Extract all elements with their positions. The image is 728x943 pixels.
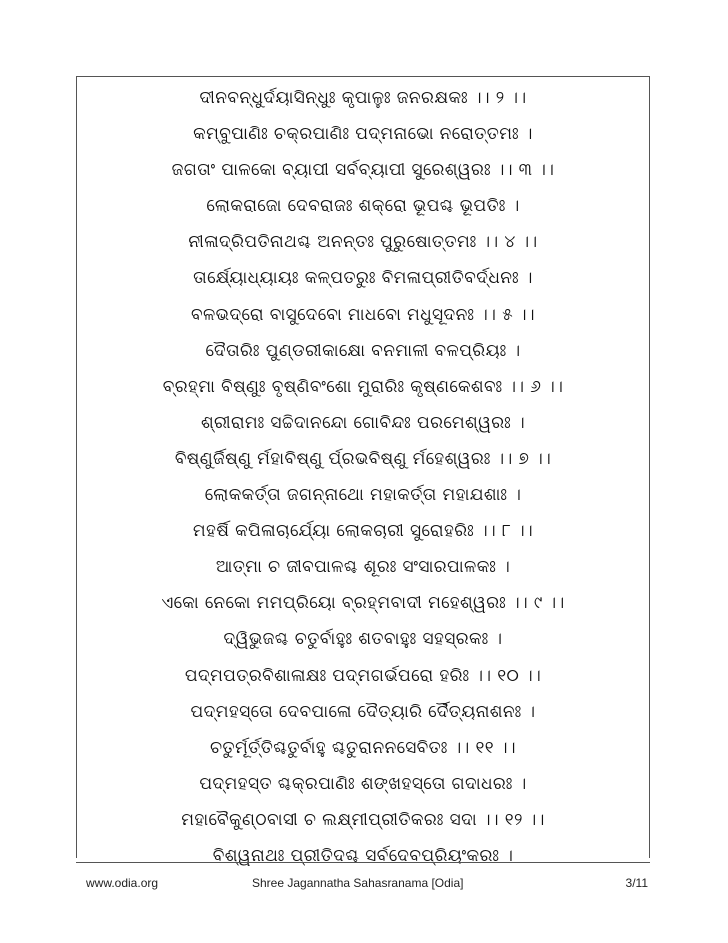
footer-site-link[interactable]: www.odia.org: [86, 876, 159, 890]
footer-divider: [76, 862, 650, 863]
verse-line: ପଦ୍ମପତ୍ରବିଶାଳାକ୍ଷଃ ପଦ୍ମଗର୍ଭପରୋ ହରିଃ ।। ୧୦ ।।: [184, 665, 542, 686]
verse-line: କମ୍ବୁପାଣିଃ ଚକ୍ରପାଣିଃ ପଦ୍ମନାଭୋ ନରୋତ୍ତମଃ ।: [193, 124, 533, 145]
verse-line: ପଦ୍ମହସ୍ତୋ ଦେବପାଳୋ ଦୈତ୍ୟାରି ର୍ଦୈତ୍ୟନାଶନଃ ।: [190, 701, 536, 722]
verse-list: [80, 80, 646, 874]
verse-line: ବଳଭଦ୍ରୋ ବାସୁଦେବୋ ମାଧବୋ ମଧୁସୂଦନଃ ।। ୫ ।।: [191, 304, 535, 325]
page-footer: [86, 876, 648, 896]
verse-line: ଏକୋ ନେକୋ ମମପ୍ରିୟୋ ବ୍ରହ୍ମବାଦୀ ମହେଶ୍ୱରଃ ।। ୯ ।।: [161, 593, 565, 614]
verse-line: ଦୀନବନ୍ଧୁର୍ଦୟାସିନ୍ଧୁଃ କୃପାଳୁଃ ଜନରକ୍ଷକଃ ।। ୨ ।।: [199, 88, 527, 108]
footer-document-title: Shree Jagannatha Sahasranama [Odia]: [252, 876, 464, 890]
verse-line: ପଦ୍ମହସ୍ତ ଶ୍ଚକ୍ରପାଣିଃ ଶଙ୍ଖହସ୍ତୋ ଗଦାଧରଃ ।: [199, 773, 527, 794]
verse-line: ମହର୍ଷି କପିଳାଚାର୍ଯ୍ୟୋ ଲୋକଚାରୀ ସୁରୋହରିଃ ।। ୮ ।।: [192, 521, 534, 542]
footer-page-number: 3/11: [625, 876, 648, 890]
verse-line: ଆତ୍ମା ଚ ଜୀବପାଳଶ୍ଚ ଶୂରଃ ସଂସାରପାଳକଃ ।: [215, 557, 511, 578]
verse-line: ବିଷ୍ଣୁର୍ଜିଷ୍ଣୁ ର୍ମହାବିଷ୍ଣୁ ର୍ପ୍ରଭବିଷ୍ଣୁ ର୍ମହେଶ୍ୱରଃ ।। ୭ ।।: [174, 448, 552, 469]
verse-line: ଚତୁର୍ମୂର୍ତ୍ତିଶ୍ଚତୁର୍ବାହୁ ଶ୍ଚତୁରାନନସେବିତଃ ।। ୧୧ ।।: [210, 737, 516, 758]
verse-line: ବିଶ୍ୱନାଥଃ ପ୍ରୀତିଦଶ୍ଚ ସର୍ବଦେବପ୍ରିୟଂକରଃ ।: [212, 845, 514, 866]
verse-line: ଦୈତାରିଃ ପୁଣ୍ଡରୀକାକ୍ଷୋ ବନମାଳୀ ବଳପ୍ରିୟଃ ।: [205, 340, 521, 361]
verse-line: ବ୍ରହ୍ମା ବିଷ୍ଣୁଃ ବୃଷ୍ଣିବଂଶୋ ମୁରାରିଃ କୃଷ୍ଣକେଶବଃ ।। ୬ ।।: [162, 376, 564, 397]
verse-line: ତାର୍କ୍ଷ୍ୟୋଧ୍ୟାୟଃ କଳ୍ପତରୁଃ ବିମଳାପ୍ରୀତିବର୍ଦ୍ଧନଃ ।: [193, 268, 533, 289]
verse-line: ଲୋକକର୍ତ୍ତା ଜଗନ୍ନାଥୋ ମହାକର୍ତ୍ତା ମହାଯଶାଃ ।: [204, 485, 522, 506]
verse-line: ଦ୍ୱିଭୁଜଶ୍ଚ ଚତୁର୍ବାହୁଃ ଶତବାହୁଃ ସହସ୍ରକଃ ।: [223, 629, 503, 650]
verse-line: ନୀଳାଦ୍ରିପତିନାଥଶ୍ଚ ଅନନ୍ତଃ ପୁରୁଷୋତ୍ତମଃ ।। ୪ ।।: [188, 232, 538, 253]
verse-line: ମହାବୈକୁଣ୍ଠବାସୀ ଚ ଲକ୍ଷ୍ମୀପ୍ରୀତିକରଃ ସଦା ।। ୧୨ ।।: [181, 809, 545, 830]
verse-line: ଶ୍ରୀରାମଃ ସଚ୍ଚିଦାନନ୍ଦୋ ଗୋବିନ୍ଦଃ ପରମେଶ୍ୱରଃ ।: [200, 412, 526, 433]
verse-line: ଜଗତାଂ ପାଳକୋ ବ୍ୟାପୀ ସର୍ବବ୍ୟାପୀ ସୁରେଶ୍ୱରଃ ।। ୩ ।।: [171, 160, 555, 181]
verse-line: ଲୋକରାଜୋ ଦେବରାଜଃ ଶକ୍ରୋ ଭୂପଶ୍ଚ ଭୂପତିଃ ।: [206, 196, 520, 217]
